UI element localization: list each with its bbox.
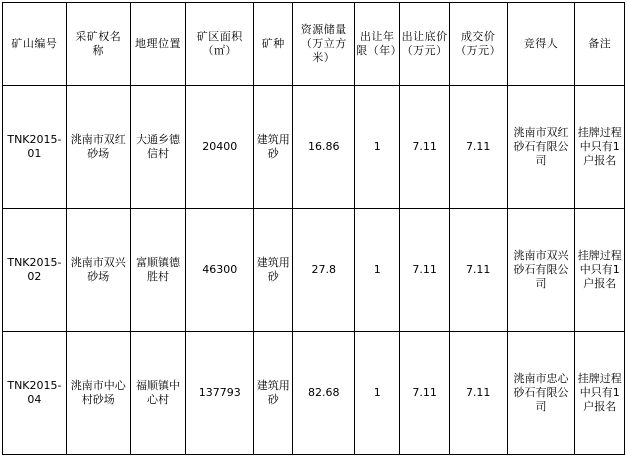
column-header-deal-price: 成交价（万元） <box>449 3 507 86</box>
cell-winner: 洮南市忠心砂石有限公司 <box>507 332 575 455</box>
column-header-reserves: 资源储量（万立方米） <box>293 3 355 86</box>
table-row <box>3 332 625 455</box>
cell-reserve-price: 7.11 <box>400 332 449 455</box>
table-body <box>3 86 625 455</box>
cell-reserve-price: 7.11 <box>400 86 449 209</box>
cell-remark: 挂牌过程中只有1户报名 <box>575 86 625 209</box>
table-row <box>3 86 625 209</box>
cell-mining-right-name: 洮南市中心村砂场 <box>66 332 130 455</box>
cell-mineral-type: 建筑用砂 <box>254 86 293 209</box>
cell-deal-price: 7.11 <box>449 332 507 455</box>
cell-reserves: 16.86 <box>293 86 355 209</box>
cell-winner: 洮南市双兴砂石有限公司 <box>507 209 575 332</box>
cell-winner: 洮南市双红砂石有限公司 <box>507 86 575 209</box>
column-header-mining-right-name: 采矿权名 称 <box>66 3 130 86</box>
cell-reserve-price: 7.11 <box>400 209 449 332</box>
cell-term-years: 1 <box>355 86 400 209</box>
cell-mine-code: TNK2015-04 <box>3 332 67 455</box>
cell-term-years: 1 <box>355 332 400 455</box>
cell-deal-price: 7.11 <box>449 209 507 332</box>
column-header-mineral-type: 矿种 <box>254 3 293 86</box>
cell-mining-right-name: 洮南市双兴砂场 <box>66 209 130 332</box>
column-header-remark: 备注 <box>575 3 625 86</box>
column-header-mine-code: 矿山编号 <box>3 3 67 86</box>
cell-mine-code: TNK2015-02 <box>3 209 67 332</box>
cell-area: 137793 <box>186 332 254 455</box>
mining-rights-table <box>2 2 625 455</box>
cell-area: 46300 <box>186 209 254 332</box>
cell-location: 大通乡德信村 <box>130 86 186 209</box>
table-header <box>3 3 625 86</box>
header-row <box>3 3 625 86</box>
cell-mine-code: TNK2015-01 <box>3 86 67 209</box>
document-sheet <box>0 2 627 468</box>
table-row <box>3 209 625 332</box>
cell-location: 富顺镇德胜村 <box>130 209 186 332</box>
cell-remark: 挂牌过程中只有1户报名 <box>575 332 625 455</box>
cell-reserves: 27.8 <box>293 209 355 332</box>
cell-term-years: 1 <box>355 209 400 332</box>
cell-remark: 挂牌过程中只有1户报名 <box>575 209 625 332</box>
column-header-reserve-price: 出让底价（万元） <box>400 3 449 86</box>
cell-mineral-type: 建筑用砂 <box>254 332 293 455</box>
cell-location: 福顺镇中心村 <box>130 332 186 455</box>
cell-reserves: 82.68 <box>293 332 355 455</box>
cell-area: 20400 <box>186 86 254 209</box>
cell-deal-price: 7.11 <box>449 86 507 209</box>
column-header-term-years: 出让年限（年） <box>355 3 400 86</box>
column-header-winner: 竞得人 <box>507 3 575 86</box>
cell-mining-right-name: 洮南市双红砂场 <box>66 86 130 209</box>
column-header-location: 地理位置 <box>130 3 186 86</box>
column-header-area: 矿区面积（㎡） <box>186 3 254 86</box>
cell-mineral-type: 建筑用砂 <box>254 209 293 332</box>
